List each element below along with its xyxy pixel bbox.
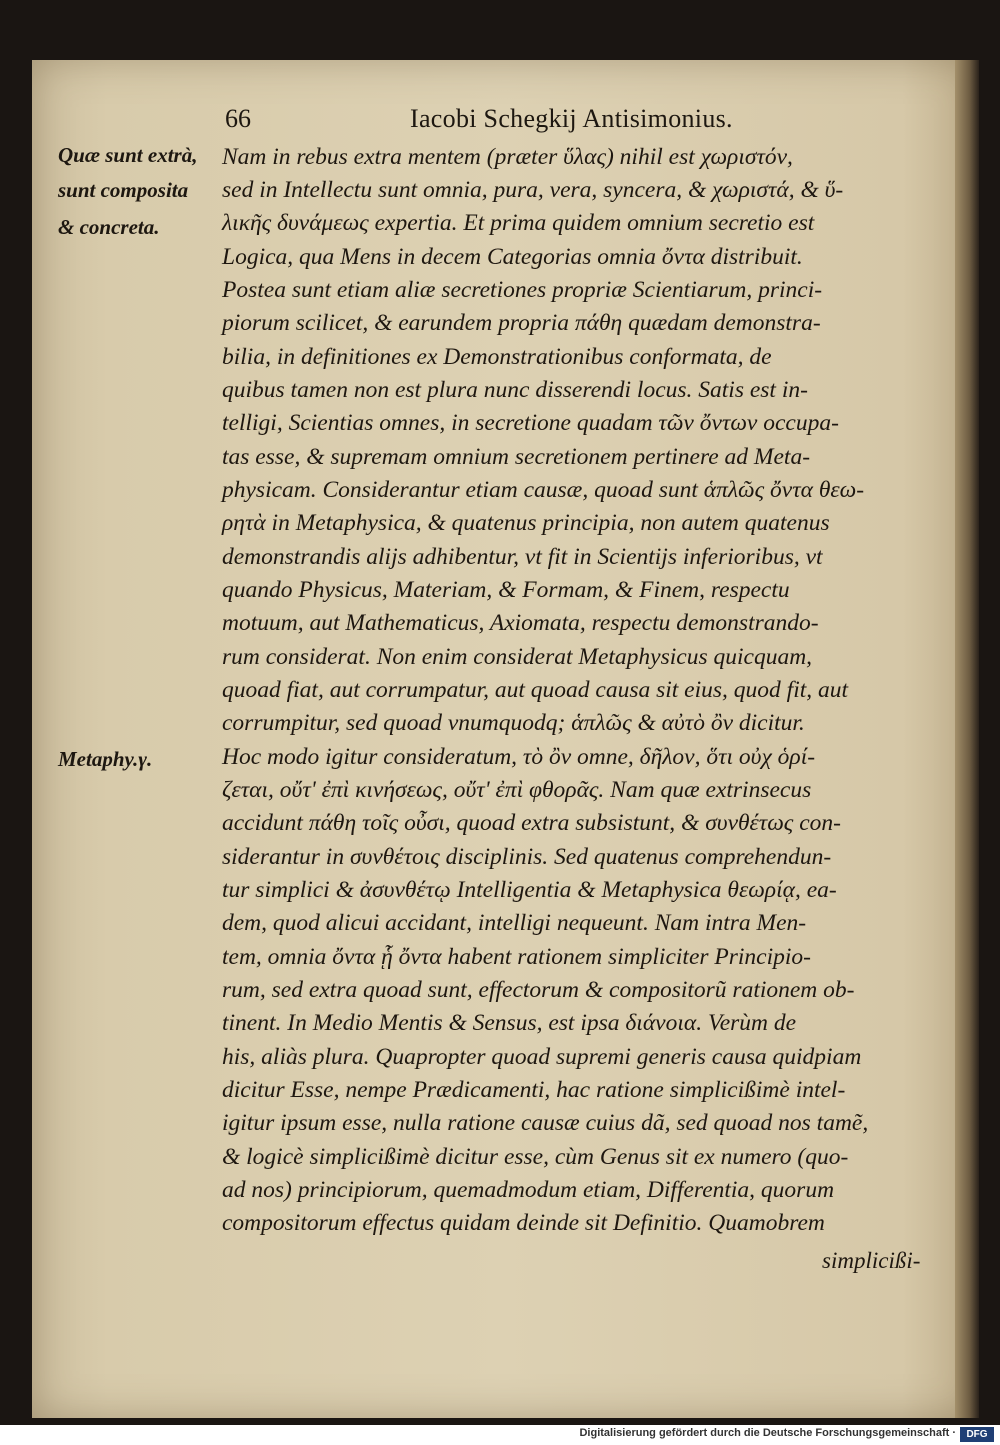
text-line: ρητὰ in Metaphysica, & quatenus principia, non autem quatenus	[222, 510, 830, 536]
text-line: dem, quod alicui accidant, intelligi nequeunt. Nam intra Men-	[222, 910, 807, 936]
dfg-logo-icon: DFG	[960, 1427, 994, 1442]
text-line: rum, sed extra quoad sunt, effectorum & compositorũ rationem ob-	[222, 977, 855, 1003]
text-line: motuum, aut Mathematicus, Axiomata, respectu demonstrando-	[222, 610, 819, 636]
text-line: dicitur Esse, nempe Prædicamenti, hac ratione simplicißimè intel-	[222, 1077, 846, 1103]
text-line: piorum scilicet, & earundem propria πάθη quædam demonstra-	[222, 310, 821, 336]
text-line: tur simplici & ἀσυνθέτῳ Intelligentia & Metaphysica θεωρίᾳ, ea-	[222, 877, 837, 903]
text-line: telligi, Scientias omnes, in secretione quadam τῶν ὄντων occupa-	[222, 410, 839, 436]
text-line: accidunt πάθη τοῖς οὖσι, quoad extra subsistunt, & συνθέτως con-	[222, 810, 841, 836]
text-line: tinent. In Medio Mentis & Sensus, est ipsa διάνοια. Verùm de	[222, 1010, 797, 1036]
text-line: corrumpitur, sed quoad vnumquodq; ἁπλῶς & αὐτὸ ὂν dicitur.	[222, 710, 805, 736]
footer-credit: Digitalisierung gefördert durch die Deutsche Forschungsgemeinschaft ·	[579, 1427, 956, 1439]
text-line: quibus tamen non est plura nunc disserendi locus. Satis est in-	[222, 377, 808, 403]
text-line: compositorum effectus quidam deinde sit Definitio. Quamobrem	[222, 1210, 825, 1236]
page-edge-shadow	[955, 60, 979, 1418]
page-header	[225, 100, 745, 140]
margin-note: Metaphy.γ.	[58, 747, 153, 771]
text-line: ad nos) principiorum, quemadmodum etiam, Differentia, quorum	[222, 1177, 835, 1203]
text-line: his, aliàs plura. Quapropter quoad supremi generis causa quidpiam	[222, 1044, 862, 1070]
margin-note: & concreta.	[58, 215, 160, 239]
footer-bar	[0, 1425, 1000, 1445]
text-line: igitur ipsum esse, nulla ratione causæ cuius dã, sed quoad nos tamẽ,	[222, 1110, 869, 1136]
margin-note: Quæ sunt extrà,	[58, 143, 198, 167]
text-line: Postea sunt etiam aliæ secretiones propriæ Scientiarum, princi-	[222, 277, 823, 303]
text-line: tem, omnia ὄντα ᾗ ὄντα habent rationem simpliciter Principio-	[222, 944, 811, 970]
running-title: Iacobi Schegkij Antisimonius.	[410, 104, 733, 133]
text-line: λικῆς δυνάμεως expertia. Et prima quidem omnium secretio est	[222, 210, 815, 236]
text-line: Hoc modo igitur consideratum, τὸ ὂν omne, δῆλον, ὅτι οὐχ ὁρί-	[222, 744, 816, 770]
text-line: tas esse, & supremam omnium secretionem pertinere ad Meta-	[222, 444, 811, 470]
text-line: Nam in rebus extra mentem (præter ὕλας) nihil est χωριστόν,	[222, 144, 793, 170]
page-number: 66	[225, 104, 251, 133]
text-line: quando Physicus, Materiam, & Formam, & Finem, respectu	[222, 577, 790, 603]
text-line: sed in Intellectu sunt omnia, pura, vera, syncera, & χωριστά, & ὕ-	[222, 177, 844, 203]
text-line: & logicè simplicißimè dicitur esse, cùm Genus sit ex numero (quo-	[222, 1144, 849, 1170]
text-line: siderantur in συνθέτοις disciplinis. Sed quatenus comprehendun-	[222, 844, 832, 870]
text-line: ζεται, οὔτ' ἐπὶ κινήσεως, οὔτ' ἐπὶ φθορᾶς. Nam quæ extrinsecus	[222, 777, 812, 803]
margin-note: sunt composita	[58, 178, 189, 202]
catchword: simplicißi-	[822, 1248, 921, 1273]
text-line: demonstrandis alijs adhibentur, vt fit in Scientijs inferioribus, vt	[222, 544, 823, 570]
text-line: quoad fiat, aut corrumpatur, aut quoad causa sit eius, quod fit, aut	[222, 677, 849, 703]
text-line: rum considerat. Non enim considerat Metaphysicus quicquam,	[222, 644, 813, 670]
text-line: Logica, qua Mens in decem Categorias omnia ὄντα distribuit.	[222, 244, 803, 270]
text-line: bilia, in definitiones ex Demonstrationibus conformata, de	[222, 344, 772, 370]
text-line: physicam. Considerantur etiam causæ, quoad sunt ἁπλῶς ὄντα θεω-	[222, 477, 865, 503]
